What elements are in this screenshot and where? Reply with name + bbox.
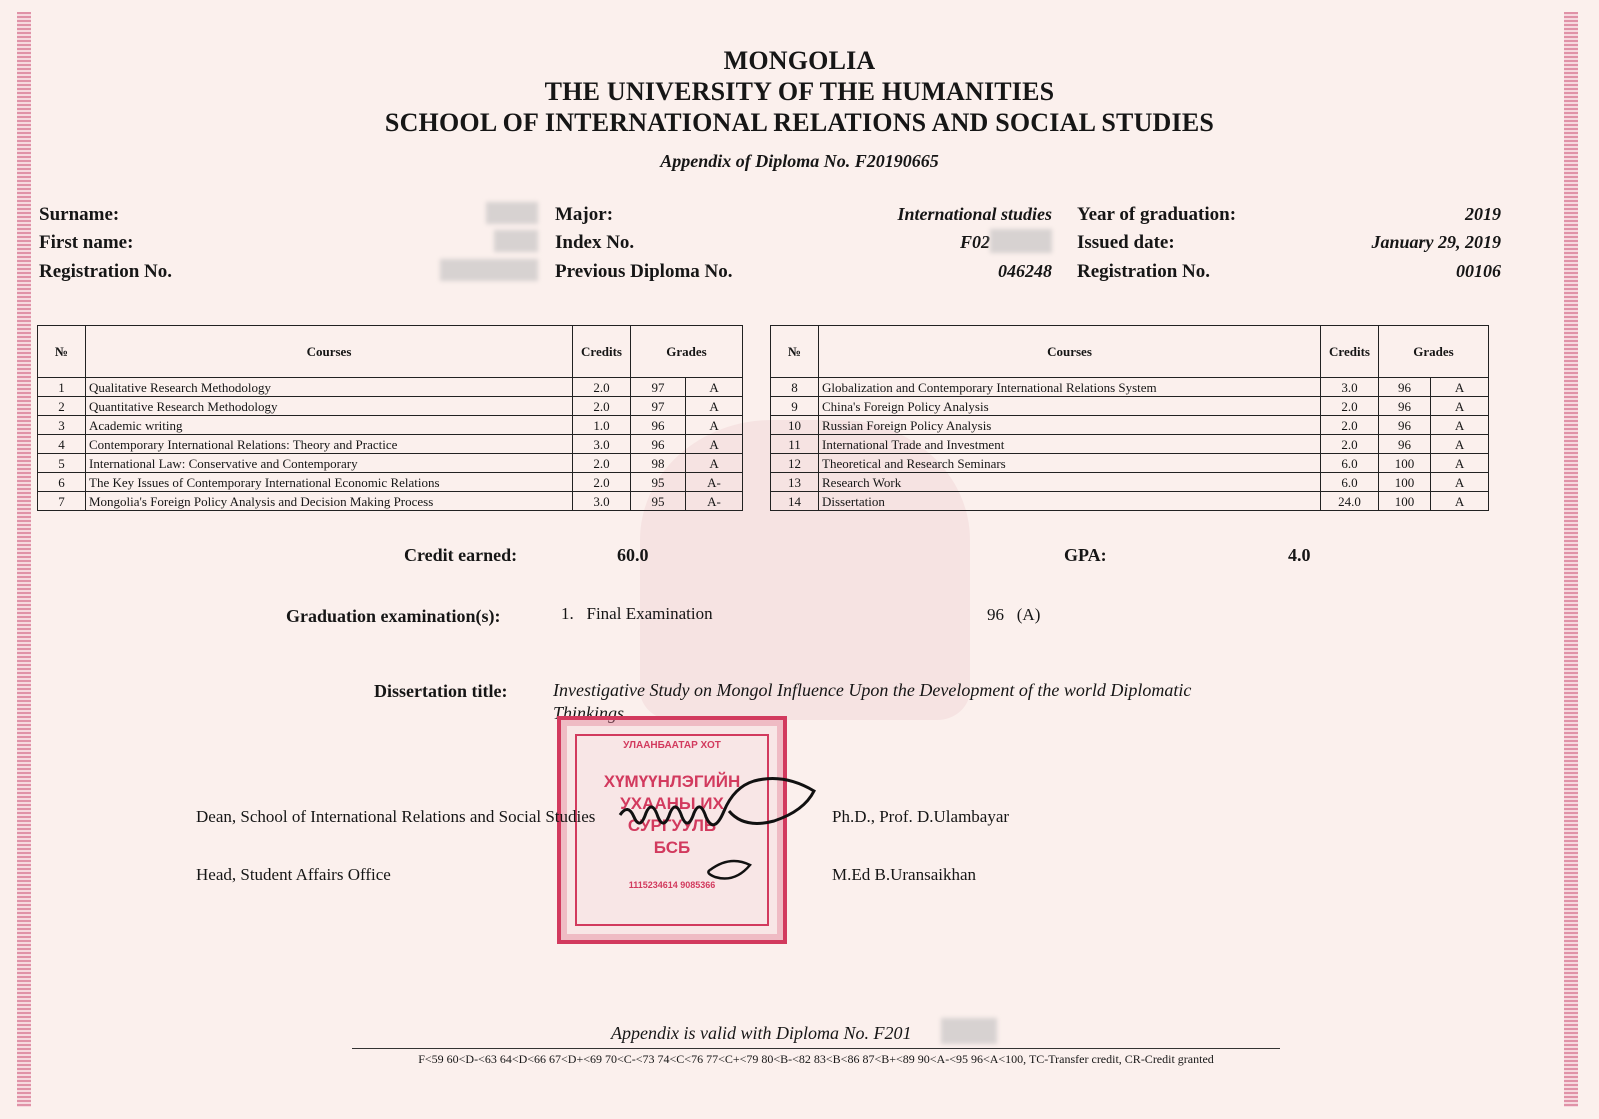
row-score: 96 xyxy=(1379,397,1431,416)
row-no: 1 xyxy=(38,378,86,397)
row-letter: A xyxy=(686,435,743,454)
dissertation-title-line1: Investigative Study on Mongol Influence Upon the Development of the world Diplomatic xyxy=(553,680,1192,700)
row-letter: A- xyxy=(686,492,743,511)
surname-label: Surname: xyxy=(39,204,120,225)
redacted-first-name xyxy=(494,230,538,252)
grading-scale-legend: F<59 60<D-<63 64<D<66 67<D+<69 70<C-<73 74<C<76 77<C+<79 80<B-<82 83<B<86 87<B+<89 90<A-<95 96<A<100, TC-Transfer credit, CR-Credit granted xyxy=(418,1052,1214,1066)
table-row xyxy=(38,416,743,435)
index-value: F02 xyxy=(959,232,990,252)
row-course: Academic writing xyxy=(86,416,573,435)
appendix-valid-note: Appendix is valid with Diploma No. F201 xyxy=(611,1023,912,1043)
row-letter: A xyxy=(1431,473,1489,492)
row-letter: A xyxy=(1431,492,1489,511)
school-title: SCHOOL OF INTERNATIONAL RELATIONS AND SOCIAL STUDIES xyxy=(384,108,1215,137)
row-score: 98 xyxy=(631,454,686,473)
row-no: 6 xyxy=(38,473,86,492)
dean-role: Dean, School of International Relations and Social Studies xyxy=(196,807,596,826)
footer-rule xyxy=(352,1048,1280,1049)
row-letter: A xyxy=(1431,435,1489,454)
row-score: 96 xyxy=(1379,378,1431,397)
row-course: International Law: Conservative and Contemporary xyxy=(86,454,573,473)
stamp-line3: СУРГУУЛЬ xyxy=(627,816,717,835)
row-course: Mongolia's Foreign Policy Analysis and Decision Making Process xyxy=(86,492,573,511)
row-credits: 1.0 xyxy=(573,416,631,435)
row-no: 12 xyxy=(771,454,819,473)
row-score: 97 xyxy=(631,397,686,416)
row-no: 11 xyxy=(771,435,819,454)
row-score: 96 xyxy=(1379,435,1431,454)
row-no: 10 xyxy=(771,416,819,435)
right-security-border xyxy=(1564,12,1578,1107)
row-score: 97 xyxy=(631,378,686,397)
row-credits: 3.0 xyxy=(573,435,631,454)
dissertation-label: Dissertation title: xyxy=(374,681,508,701)
row-course: Contemporary International Relations: Theory and Practice xyxy=(86,435,573,454)
row-no: 14 xyxy=(771,492,819,511)
stamp-line4: БСБ xyxy=(653,838,691,857)
row-credits: 2.0 xyxy=(573,473,631,492)
row-credits: 3.0 xyxy=(573,492,631,511)
registration2-label: Registration No. xyxy=(1077,261,1210,282)
credit-earned-value: 60.0 xyxy=(617,545,649,565)
col-header-credits: Credits xyxy=(573,326,631,378)
row-credits: 2.0 xyxy=(1321,397,1379,416)
col-header-credits: Credits xyxy=(1321,326,1379,378)
table-row xyxy=(771,435,1489,454)
graduation-year-label: Year of graduation: xyxy=(1077,204,1237,225)
row-no: 13 xyxy=(771,473,819,492)
dean-name: Ph.D., Prof. D.Ulambayar xyxy=(832,807,1010,826)
col-header-grades: Grades xyxy=(1379,326,1489,378)
row-letter: A xyxy=(1431,378,1489,397)
row-credits: 3.0 xyxy=(1321,378,1379,397)
table-row xyxy=(38,435,743,454)
row-letter: A xyxy=(1431,416,1489,435)
row-credits: 24.0 xyxy=(1321,492,1379,511)
credit-earned-label: Credit earned: xyxy=(404,545,518,565)
table-row xyxy=(38,454,743,473)
stamp-numbers: 1115234614 9085366 xyxy=(628,880,716,890)
table-row xyxy=(771,454,1489,473)
row-credits: 2.0 xyxy=(573,378,631,397)
row-credits: 2.0 xyxy=(573,397,631,416)
row-course: Russian Foreign Policy Analysis xyxy=(819,416,1321,435)
row-letter: A xyxy=(686,397,743,416)
registration2-value: 00106 xyxy=(1456,261,1501,281)
row-course: Quantitative Research Methodology xyxy=(86,397,573,416)
row-letter: A xyxy=(1431,397,1489,416)
col-header-grades: Grades xyxy=(631,326,743,378)
row-course: Research Work xyxy=(819,473,1321,492)
row-letter: A xyxy=(1431,454,1489,473)
row-no: 5 xyxy=(38,454,86,473)
redacted-index xyxy=(990,229,1052,253)
row-credits: 2.0 xyxy=(573,454,631,473)
table-row xyxy=(771,473,1489,492)
row-course: Dissertation xyxy=(819,492,1321,511)
previous-diploma-value: 046248 xyxy=(998,261,1052,281)
graduation-exam-score: 96 (A) xyxy=(987,605,1041,624)
major-label: Major: xyxy=(555,204,614,225)
signature-mark xyxy=(600,760,830,910)
table-row xyxy=(771,378,1489,397)
row-course: Qualitative Research Methodology xyxy=(86,378,573,397)
row-course: International Trade and Investment xyxy=(819,435,1321,454)
row-no: 7 xyxy=(38,492,86,511)
row-credits: 6.0 xyxy=(1321,473,1379,492)
row-score: 95 xyxy=(631,492,686,511)
col-header-courses: Courses xyxy=(86,326,573,378)
stamp-line2: УХААНЫ ИХ xyxy=(620,794,724,813)
graduation-exam-item: 1. Final Examination xyxy=(561,604,713,623)
row-course: Theoretical and Research Seminars xyxy=(819,454,1321,473)
gpa-value: 4.0 xyxy=(1288,545,1311,565)
row-score: 96 xyxy=(1379,416,1431,435)
table-row xyxy=(38,378,743,397)
left-security-border xyxy=(17,12,31,1107)
row-score: 96 xyxy=(631,435,686,454)
courses-table-left xyxy=(37,325,743,511)
country-title: MONGOLIA xyxy=(723,46,876,75)
row-course: China's Foreign Policy Analysis xyxy=(819,397,1321,416)
row-letter: A xyxy=(686,378,743,397)
row-score: 100 xyxy=(1379,454,1431,473)
first-name-label: First name: xyxy=(39,232,134,253)
row-score: 96 xyxy=(631,416,686,435)
major-value: International studies xyxy=(897,204,1052,224)
row-letter: A xyxy=(686,416,743,435)
row-letter: A xyxy=(686,454,743,473)
head-role: Head, Student Affairs Office xyxy=(196,865,391,884)
stamp-line1: ХҮМҮҮНЛЭГИЙН xyxy=(603,772,741,791)
col-header-no: № xyxy=(771,326,819,378)
issued-date-value: January 29, 2019 xyxy=(1371,232,1501,252)
row-credits: 2.0 xyxy=(1321,416,1379,435)
courses-table-right xyxy=(770,325,1489,511)
row-no: 9 xyxy=(771,397,819,416)
redacted-diploma-number xyxy=(941,1018,997,1044)
table-row xyxy=(38,397,743,416)
graduation-exam-label: Graduation examination(s): xyxy=(286,606,501,626)
row-no: 8 xyxy=(771,378,819,397)
row-credits: 2.0 xyxy=(1321,435,1379,454)
dissertation-title-line2: Thinkings xyxy=(553,703,625,723)
gpa-label: GPA: xyxy=(1064,545,1107,565)
graduation-year-value: 2019 xyxy=(1465,204,1501,224)
row-credits: 6.0 xyxy=(1321,454,1379,473)
table-row xyxy=(771,492,1489,511)
table-row xyxy=(771,397,1489,416)
previous-diploma-label: Previous Diploma No. xyxy=(555,261,733,282)
index-label: Index No. xyxy=(555,232,635,253)
row-no: 2 xyxy=(38,397,86,416)
row-score: 100 xyxy=(1379,492,1431,511)
row-course: Globalization and Contemporary International Relations System xyxy=(819,378,1321,397)
appendix-number: Appendix of Diploma No. F20190665 xyxy=(660,151,939,171)
col-header-no: № xyxy=(38,326,86,378)
head-name: M.Ed B.Uransaikhan xyxy=(832,865,977,884)
row-course: The Key Issues of Contemporary International Economic Relations xyxy=(86,473,573,492)
row-no: 3 xyxy=(38,416,86,435)
redacted-surname xyxy=(486,202,538,224)
stamp-city: УЛААНБААТАР ХОТ xyxy=(623,740,721,751)
row-score: 95 xyxy=(631,473,686,492)
table-row xyxy=(38,492,743,511)
row-no: 4 xyxy=(38,435,86,454)
table-row xyxy=(771,416,1489,435)
redacted-registration xyxy=(440,259,538,281)
issued-date-label: Issued date: xyxy=(1077,232,1175,253)
row-score: 100 xyxy=(1379,473,1431,492)
university-title: THE UNIVERSITY OF THE HUMANITIES xyxy=(544,77,1055,106)
table-row xyxy=(38,473,743,492)
registration-label: Registration No. xyxy=(39,261,172,282)
row-letter: A- xyxy=(686,473,743,492)
col-header-courses: Courses xyxy=(819,326,1321,378)
